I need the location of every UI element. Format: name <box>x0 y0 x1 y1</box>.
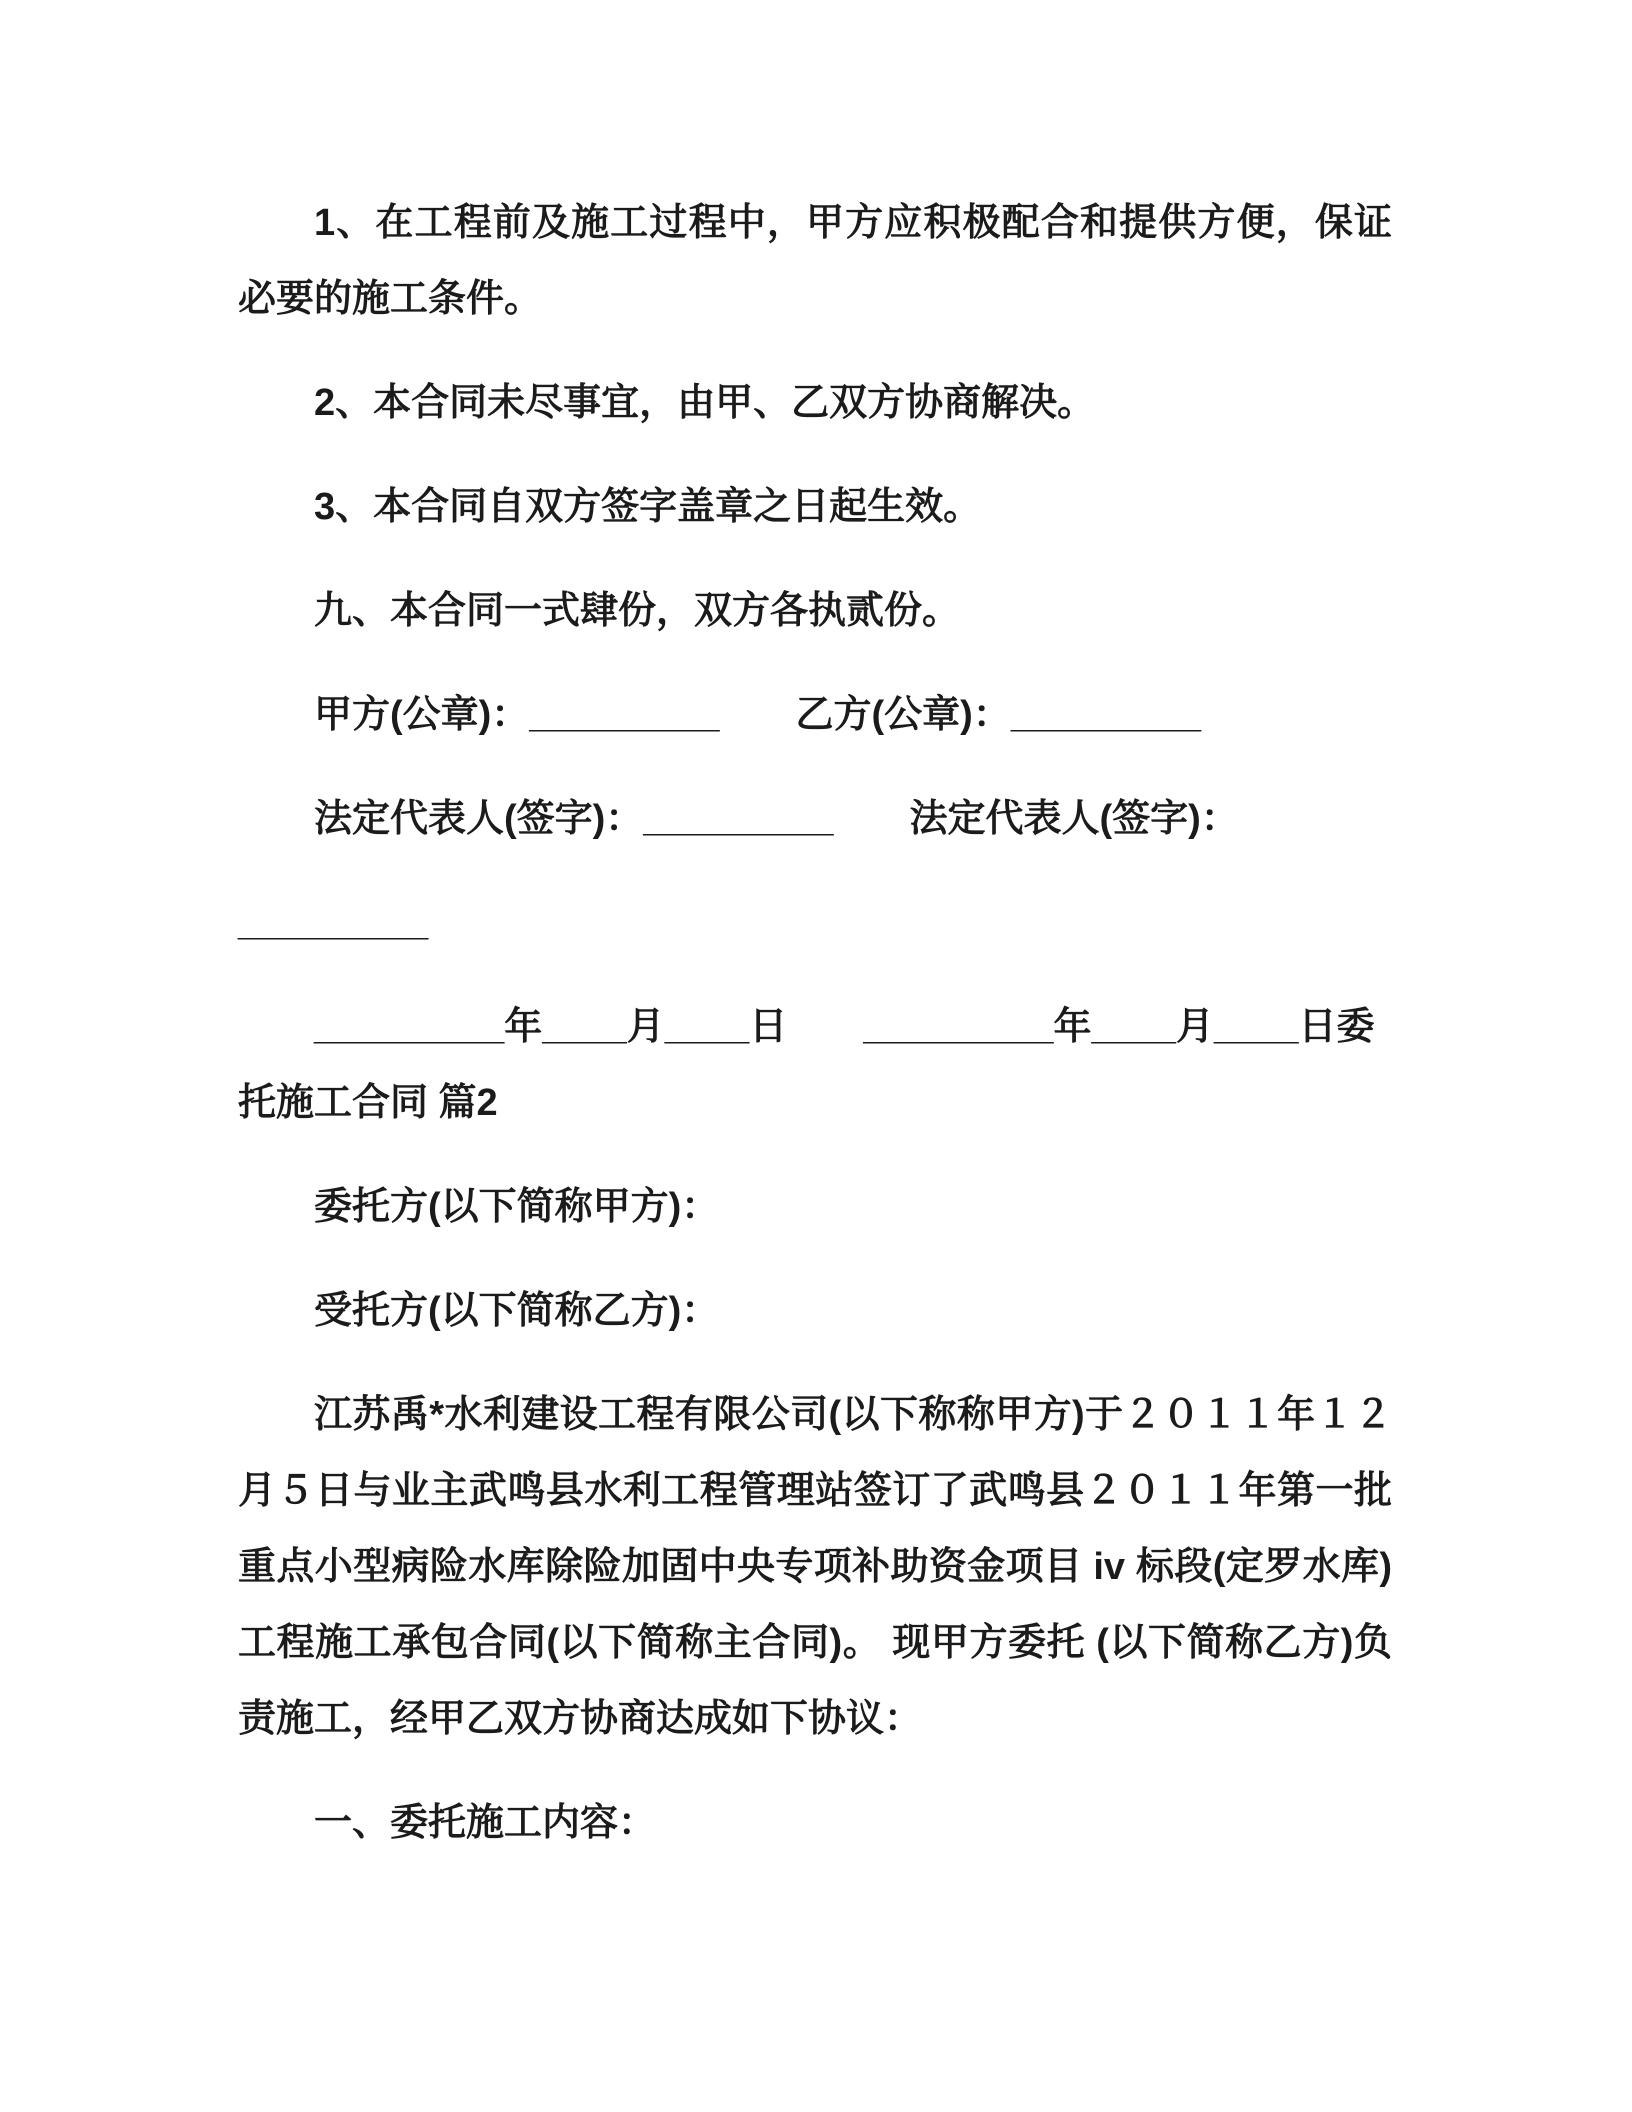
signature-blank-line: _________ <box>238 902 429 944</box>
signature-line-seals: 甲方(公章)：_________ 乙方(公章)：_________ <box>314 694 1202 736</box>
clause-copies: 九、本合同一式肆份，双方各执贰份。 <box>314 590 961 632</box>
date-line: _________年____月____日 _________年____月____日委 <box>314 1006 1375 1048</box>
clause-effective-date: 3、本合同自双方签字盖章之日起生效。 <box>314 486 982 528</box>
entrusted-party-line: 受托方(以下简称乙方)： <box>314 1290 720 1332</box>
contract-title-part2: 托施工合同 篇2 <box>238 1082 498 1124</box>
section-heading-content: 一、委托施工内容： <box>314 1802 657 1844</box>
entrusting-party-line: 委托方(以下简称甲方)： <box>314 1186 720 1228</box>
contract-background-paragraph: 江苏禹*水利建设工程有限公司(以下称称甲方)于２０１１年１２月５日与业主武鸣县水利工程管理站签订了武鸣县２０１１年第一批重点小型病险水库除险加固中央专项补助资金项目 iv 标段(定罗水库)工程施工承包合同(以下简称主合同)。 现甲方委托 (以下简称乙方)负责施工，经甲乙双方协商达成如下协议： <box>238 1394 1392 1740</box>
clause-unresolved-matters: 2、本合同未尽事宜，由甲、乙双方协商解决。 <box>314 382 1096 424</box>
clause-cooperation: 1、在工程前及施工过程中，甲方应积极配合和提供方便，保证必要的施工条件。 <box>238 202 1392 320</box>
signature-line-representatives: 法定代表人(签字)：_________ 法定代表人(签字)： <box>314 798 1239 840</box>
